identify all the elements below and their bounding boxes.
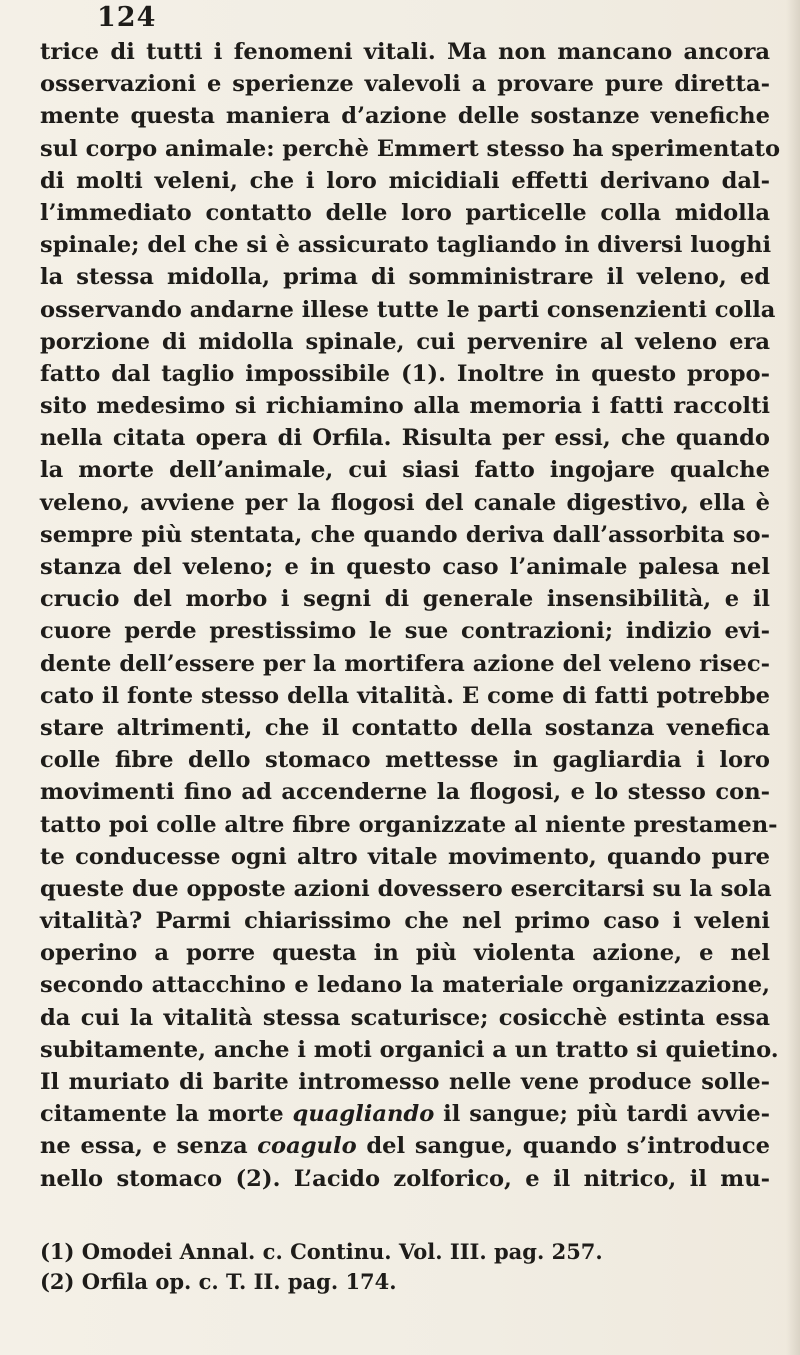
text-line: spinale; del che si è assicurato tagliando in diversi luoghi <box>40 232 772 259</box>
text-line: stanza del veleno; e in questo caso l’animale palesa nel <box>40 554 770 580</box>
text-span: ne essa, e senza <box>40 1133 258 1160</box>
text-line: colle fibre dello stomaco mettesse in gagliardia i loro <box>40 747 770 774</box>
text-line: queste due opposte azioni dovessero esercitarsi su la sola <box>40 875 772 902</box>
text-line: Il muriato di barite intromesso nelle vene produce solle- <box>40 1069 770 1095</box>
text-line: l’immediato contatto delle loro particelle colla midolla <box>40 199 770 226</box>
text-line: la stessa midolla, prima di somministrare il veleno, ed <box>40 264 770 291</box>
text-line: trice di tutti i fenomeni vitali. Ma non mancano ancora <box>40 39 770 65</box>
text-line: subitamente, anche i moti organici a un tratto si quietino. <box>40 1036 779 1063</box>
text-line: sempre più stentata, che quando deriva dall’assorbita so- <box>40 521 770 548</box>
text-line: veleno, avviene per la flogosi del canale digestivo, ella è <box>40 489 770 516</box>
text-line: movimenti fino ad accenderne la flogosi, e lo stesso con- <box>40 779 770 806</box>
footnote: (1) Omodei Annal. c. Continu. Vol. III. pag. 257. <box>40 1239 603 1264</box>
page-edge-shadow <box>786 0 800 1355</box>
text-line: dente dell’essere per la mortifera azione del veleno risec- <box>40 650 770 677</box>
text-line: sul corpo animale: perchè Emmert stesso ha sperimentato <box>40 135 781 162</box>
page-number: 124 <box>97 2 157 33</box>
text-line: di molti veleni, che i loro micidiali effetti derivano dal- <box>40 167 770 194</box>
text-line: da cui la vitalità stessa scaturisce; cosicchè estinta essa <box>40 1004 770 1031</box>
text-line: nella citata opera di Orfila. Risulta per essi, che quando <box>40 425 770 452</box>
italic-term: coagulo <box>257 1133 357 1160</box>
text-line: nello stomaco (2). L’acido zolforico, e il nitrico, il mu- <box>40 1165 770 1192</box>
text-line: sito medesimo si richiamino alla memoria i fatti raccolti <box>40 393 770 420</box>
text-line: fatto dal taglio impossibile (1). Inoltre in questo propo- <box>40 360 770 387</box>
body-text <box>40 36 781 1195</box>
text-line: stare altrimenti, che il contatto della sostanza venefica <box>40 714 770 741</box>
text-line: te conducesse ogni altro vitale movimento, quando pure <box>40 843 770 870</box>
text-line: vitalità? Parmi chiarissimo che nel primo caso i veleni <box>40 908 770 935</box>
text-span: il sangue; più tardi avvie- <box>434 1101 771 1128</box>
italic-term: quagliando <box>292 1101 435 1128</box>
text-line: mente questa maniera d’azione delle sostanze venefiche <box>40 103 770 130</box>
text-line <box>40 1098 770 1130</box>
text-line: cato il fonte stesso della vitalità. E come di fatti potrebbe <box>40 682 770 709</box>
text-line: porzione di midolla spinale, cui pervenire al veleno era <box>40 328 770 355</box>
text-line: secondo attacchino e ledano la materiale organizzazione, <box>40 972 770 999</box>
text-span: citamente la morte <box>40 1101 293 1128</box>
text-line <box>40 1130 770 1162</box>
text-line: osservando andarne illese tutte le parti consenzienti colla <box>40 296 776 323</box>
footnote: (2) Orfila op. c. T. II. pag. 174. <box>40 1269 397 1294</box>
text-line: crucio del morbo i segni di generale insensibilità, e il <box>40 586 770 613</box>
text-line: cuore perde prestissimo le sue contrazioni; indizio evi- <box>40 618 770 645</box>
text-span: del sangue, quando s’introduce <box>356 1133 770 1160</box>
footnotes <box>40 1237 760 1297</box>
text-line: osservazioni e sperienze valevoli a provare pure diretta- <box>40 71 770 98</box>
text-line: operino a porre questa in più violenta azione, e nel <box>40 940 770 967</box>
text-line: la morte dell’animale, cui siasi fatto ingojare qualche <box>40 457 770 484</box>
text-line: tatto poi colle altre fibre organizzate al niente prestamen- <box>40 811 778 838</box>
